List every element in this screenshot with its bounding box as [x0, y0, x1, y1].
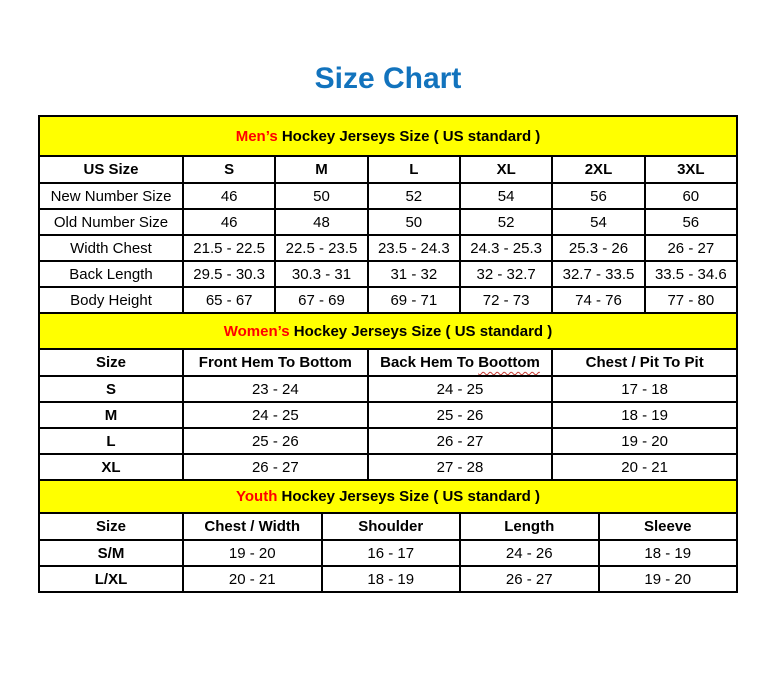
- cell-value: 23.5 - 24.3: [368, 235, 460, 261]
- cell-value: 56: [552, 183, 644, 209]
- table-row: [39, 402, 737, 428]
- cell-value: 31 - 32: [368, 261, 460, 287]
- cell-value: 56: [645, 209, 737, 235]
- column-header-mens-4: XL: [460, 156, 552, 183]
- cell-value: 69 - 71: [368, 287, 460, 313]
- cell-value: 46: [183, 183, 275, 209]
- table-row: [39, 376, 737, 402]
- cell-value: 48: [275, 209, 367, 235]
- mens-band-text: Hockey Jerseys Size ( US standard ): [277, 127, 541, 145]
- youth-size-table: [38, 479, 738, 593]
- cell-value: 67 - 69: [275, 287, 367, 313]
- womens-section-title: [39, 313, 737, 349]
- column-header-mens-0: US Size: [39, 156, 183, 183]
- table-row: [39, 454, 737, 480]
- column-header-mens-3: L: [368, 156, 460, 183]
- cell-value: 46: [183, 209, 275, 235]
- cell-value: 52: [368, 183, 460, 209]
- mens-section-title: [39, 116, 737, 156]
- cell-value: 54: [460, 183, 552, 209]
- column-header-womens-1: Front Hem To Bottom: [183, 349, 368, 376]
- cell-value: 17 - 18: [552, 376, 737, 402]
- cell-value: 26 - 27: [368, 428, 553, 454]
- youth-header-row: [39, 513, 737, 540]
- mens-size-table: [38, 115, 738, 314]
- womens-size-table: [38, 312, 738, 481]
- cell-value: 77 - 80: [645, 287, 737, 313]
- column-header-womens-3: Chest / Pit To Pit: [552, 349, 737, 376]
- cell-value: 72 - 73: [460, 287, 552, 313]
- table-row: [39, 183, 737, 209]
- table-row: [39, 261, 737, 287]
- cell-value: 33.5 - 34.6: [645, 261, 737, 287]
- cell-value: 50: [275, 183, 367, 209]
- cell-value: 18 - 19: [322, 566, 461, 592]
- cell-value: 20 - 21: [183, 566, 322, 592]
- row-label: L/XL: [39, 566, 183, 592]
- column-header-youth-3: Length: [460, 513, 599, 540]
- cell-value: 26 - 27: [645, 235, 737, 261]
- size-chart-tables: [38, 115, 738, 593]
- mens-section-band: [39, 116, 737, 156]
- cell-value: 54: [552, 209, 644, 235]
- cell-value: 26 - 27: [183, 454, 368, 480]
- cell-value: 24 - 25: [368, 376, 553, 402]
- youth-section-title: [39, 480, 737, 513]
- cell-value: 29.5 - 30.3: [183, 261, 275, 287]
- cell-value: 74 - 76: [552, 287, 644, 313]
- row-label: Body Height: [39, 287, 183, 313]
- cell-value: 32.7 - 33.5: [552, 261, 644, 287]
- table-row: [39, 287, 737, 313]
- cell-value: 26 - 27: [460, 566, 599, 592]
- row-label: S/M: [39, 540, 183, 566]
- cell-value: 25 - 26: [183, 428, 368, 454]
- cell-value: 27 - 28: [368, 454, 553, 480]
- column-header-mens-6: 3XL: [645, 156, 737, 183]
- misspelled-word: Boottom: [478, 354, 540, 371]
- womens-highlight-text: Women’s: [223, 322, 290, 340]
- cell-value: 19 - 20: [183, 540, 322, 566]
- cell-value: 65 - 67: [183, 287, 275, 313]
- row-label: L: [39, 428, 183, 454]
- cell-value: 25.3 - 26: [552, 235, 644, 261]
- row-label: Old Number Size: [39, 209, 183, 235]
- cell-value: 22.5 - 23.5: [275, 235, 367, 261]
- cell-value: 21.5 - 22.5: [183, 235, 275, 261]
- table-row: [39, 209, 737, 235]
- cell-value: 30.3 - 31: [275, 261, 367, 287]
- row-label: XL: [39, 454, 183, 480]
- table-row: [39, 566, 737, 592]
- cell-value: 24 - 26: [460, 540, 599, 566]
- cell-value: 50: [368, 209, 460, 235]
- column-header-mens-5: 2XL: [552, 156, 644, 183]
- womens-header-row: [39, 349, 737, 376]
- womens-band-text: Hockey Jerseys Size ( US standard ): [289, 322, 553, 340]
- cell-value: 52: [460, 209, 552, 235]
- column-header-mens-2: M: [275, 156, 367, 183]
- cell-value: 32 - 32.7: [460, 261, 552, 287]
- column-header-youth-2: Shoulder: [322, 513, 461, 540]
- row-label: Width Chest: [39, 235, 183, 261]
- cell-value: 60: [645, 183, 737, 209]
- youth-band-text: Hockey Jerseys Size ( US standard ): [277, 488, 540, 505]
- cell-value: 24 - 25: [183, 402, 368, 428]
- row-label: New Number Size: [39, 183, 183, 209]
- column-header-mens-1: S: [183, 156, 275, 183]
- table-row: [39, 540, 737, 566]
- cell-value: 20 - 21: [552, 454, 737, 480]
- column-header-womens-2: Back Hem To Boottom: [368, 349, 553, 376]
- mens-highlight-text: Men’s: [235, 127, 278, 145]
- cell-value: 18 - 19: [599, 540, 738, 566]
- cell-value: 19 - 20: [552, 428, 737, 454]
- column-header-womens-0: Size: [39, 349, 183, 376]
- column-header-youth-4: Sleeve: [599, 513, 738, 540]
- cell-value: 24.3 - 25.3: [460, 235, 552, 261]
- cell-value: 25 - 26: [368, 402, 553, 428]
- youth-highlight-text: Youth: [236, 488, 278, 505]
- row-label: Back Length: [39, 261, 183, 287]
- mens-header-row: [39, 156, 737, 183]
- column-header-youth-0: Size: [39, 513, 183, 540]
- youth-section-band: [39, 480, 737, 513]
- womens-section-band: [39, 313, 737, 349]
- column-header-youth-1: Chest / Width: [183, 513, 322, 540]
- cell-value: 18 - 19: [552, 402, 737, 428]
- row-label: M: [39, 402, 183, 428]
- table-row: [39, 235, 737, 261]
- cell-value: 16 - 17: [322, 540, 461, 566]
- page-title: Size Chart: [314, 62, 462, 95]
- cell-value: 19 - 20: [599, 566, 738, 592]
- table-row: [39, 428, 737, 454]
- cell-value: 23 - 24: [183, 376, 368, 402]
- row-label: S: [39, 376, 183, 402]
